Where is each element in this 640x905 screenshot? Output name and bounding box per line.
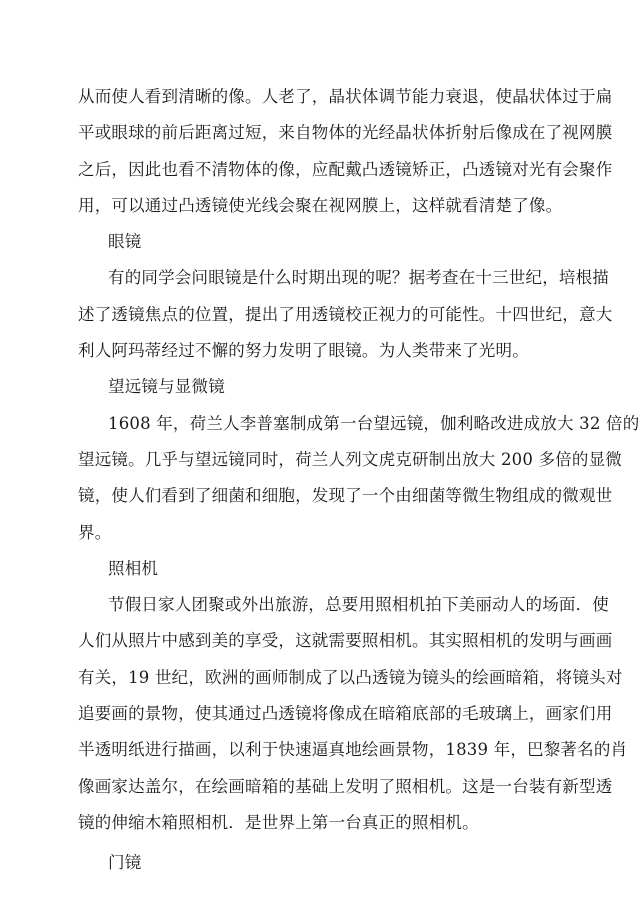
- text-line: 镜的伸缩木箱照相机．是世界上第一台真正的照相机。: [78, 812, 479, 832]
- section-heading-camera: 照相机: [108, 558, 159, 578]
- text-line: 望远镜。几乎与望远镜同时，荷兰人列文虎克研制出放大 200 多倍的显微: [78, 449, 622, 469]
- section-heading-glasses: 眼镜: [108, 232, 142, 252]
- text-line: 镜，使人们看到了细菌和细胞，发现了一个由细菌等微生物组成的微观世: [78, 486, 613, 506]
- text-line: 追要画的景物，使其通过凸透镜将像成在暗箱底部的毛玻璃上，画家们用: [78, 704, 613, 724]
- text-line: 述了透镜焦点的位置，提出了用透镜校正视力的可能性。十四世纪，意大: [78, 304, 613, 324]
- paragraph-glasses: [78, 260, 613, 369]
- text-line: 用，可以通过凸透镜使光线会聚在视网膜上，这样就看清楚了像。: [78, 195, 563, 215]
- document-body: [78, 79, 640, 882]
- text-line: 人们从照片中感到美的享受，这就需要照相机。其实照相机的发明与画画: [78, 631, 613, 651]
- text-line: 从而使人看到清晰的像。人老了，晶状体调节能力衰退，使晶状体过于扁: [78, 87, 613, 106]
- text-line: 像画家达盖尔，在绘画暗箱的基础上发明了照相机。这是一台装有新型透: [78, 776, 613, 796]
- text-line: 有关，19 世纪，欧洲的画师制成了以凸透镜为镜头的绘画暗箱，将镜头对: [78, 667, 623, 687]
- text-line: 界。: [78, 522, 112, 542]
- text-line: 节假日家人团聚或外出旅游，总要用照相机拍下美丽动人的场面．使: [108, 595, 609, 615]
- paragraph-telescope-microscope: [78, 406, 640, 551]
- text-line: 平或眼球的前后距离过短，来自物体的光经晶状体折射后像成在了视网膜: [78, 123, 613, 143]
- text-line: 之后，因此也看不清物体的像，应配戴凸透镜矫正，凸透镜对光有会聚作: [78, 159, 613, 179]
- paragraph-camera: [78, 587, 628, 841]
- text-line: 有的同学会问眼镜是什么时期出现的呢？据考查在十三世纪，培根描: [108, 268, 609, 288]
- section-heading-telescope-microscope: 望远镜与显微镜: [108, 377, 225, 397]
- text-line: 半透明纸进行描画，以利于快速逼真地绘画景物，1839 年，巴黎著名的肖: [78, 740, 628, 760]
- section-heading-door-viewer: 门镜: [108, 853, 142, 873]
- text-line: 利人阿玛蒂经过不懈的努力发明了眼镜。为人类带来了光明。: [78, 341, 529, 361]
- text-line: 1608 年，荷兰人李普塞制成第一台望远镜，伽利略改进成放大 32 倍的: [108, 413, 640, 433]
- paragraph-eye-aging: [78, 79, 613, 224]
